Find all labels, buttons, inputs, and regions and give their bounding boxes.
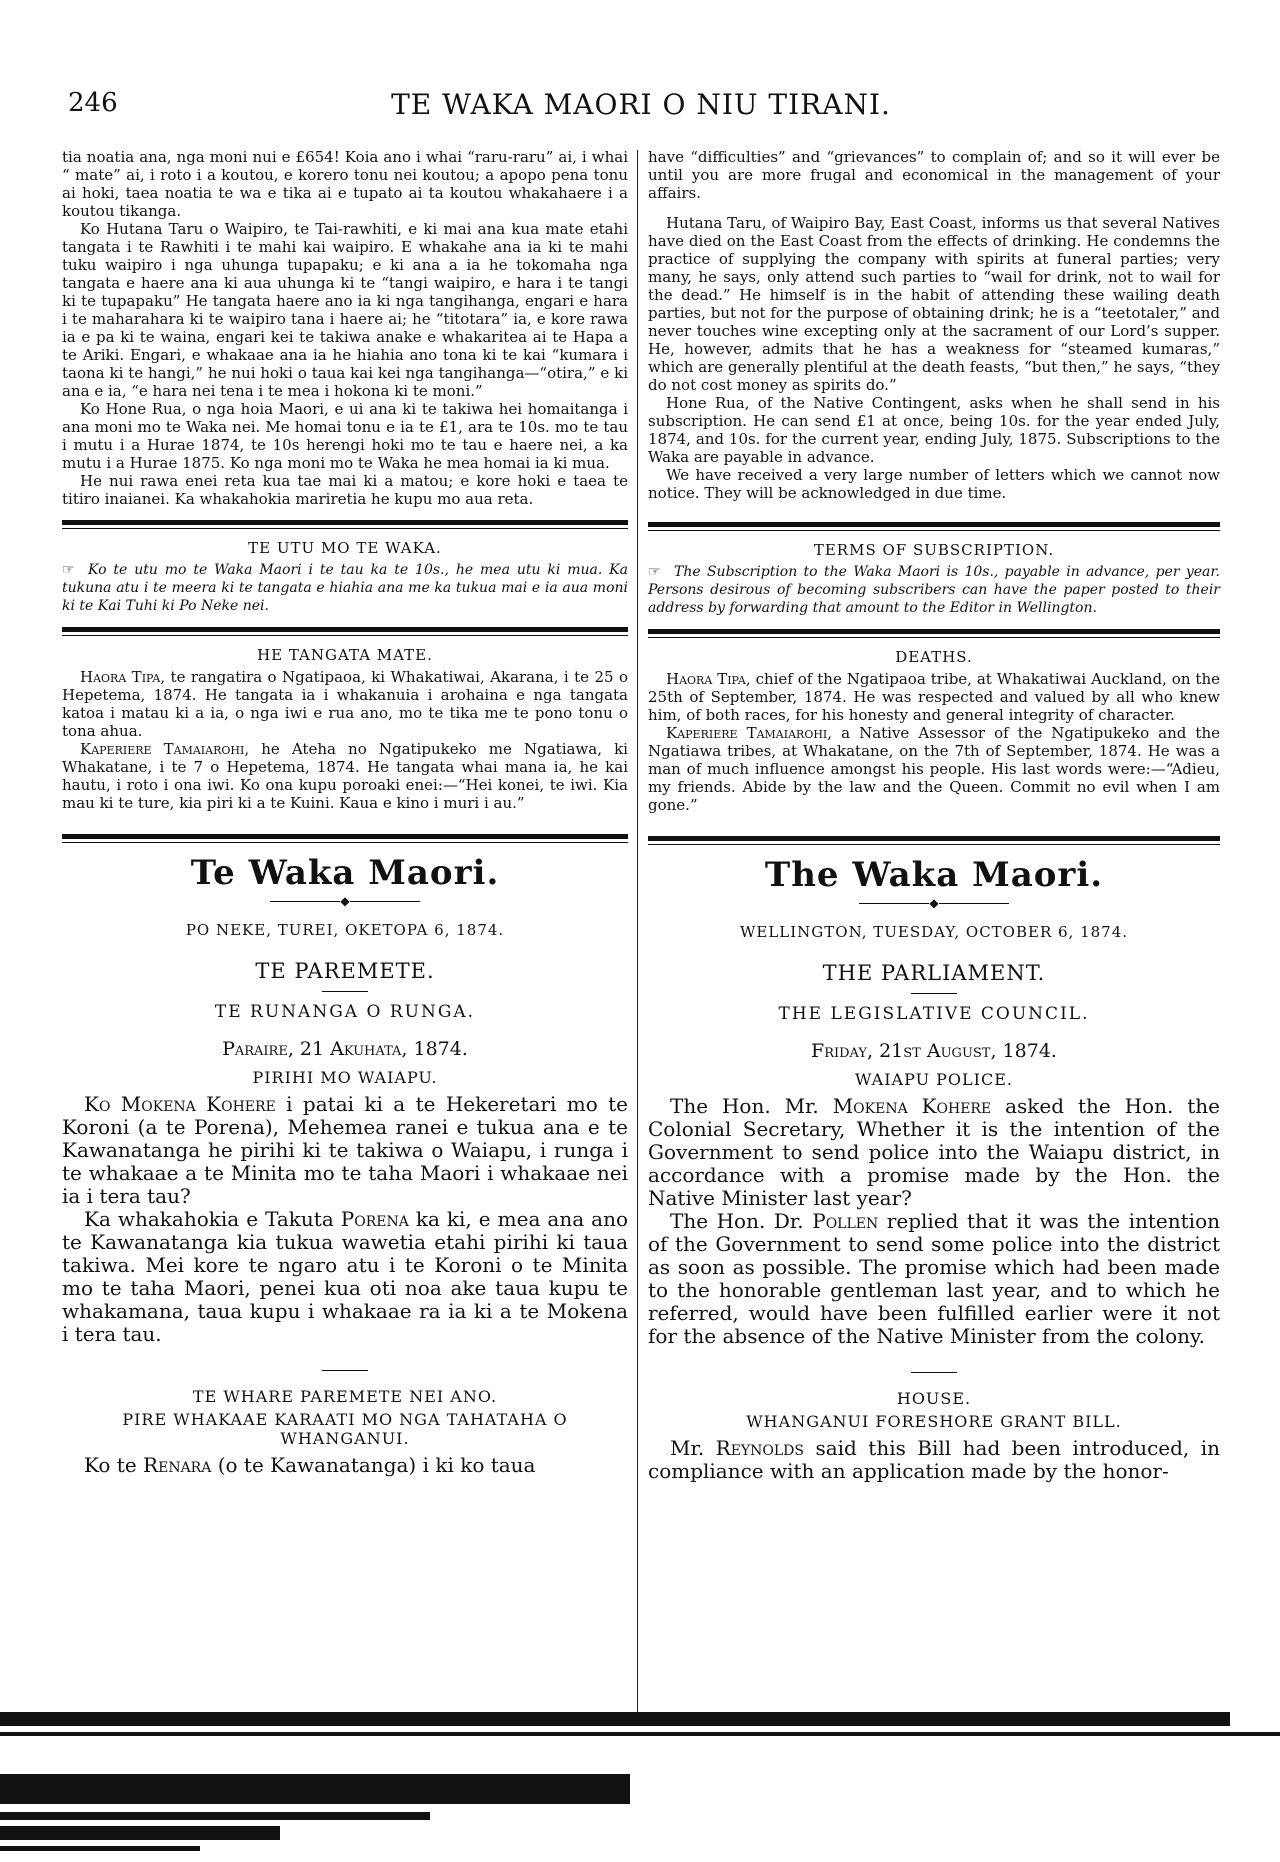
parliament-heading: THE PARLIAMENT. [822,961,1046,985]
session-date: Friday, 21st August, 1874. [811,1040,1057,1062]
obituary-text: , chief of the Ngatipaoa tribe, at Whakatiwai Auckland, on the 25th of September, 1874. He was respected and valued by all who knew him, of both races, for his honesty and general integrity of character. [648,670,1220,724]
topic-heading: PIRIHI MO WAIAPU. [252,1068,438,1087]
proceedings [648,1095,1220,1348]
scan-edge-artifacts [0,1712,1280,1862]
obituary-name: Kaperiere Tamaiarohi [666,724,828,742]
section-heading: TERMS OF SUBSCRIPTION. [813,541,1055,559]
diamond-rule: ◆ [62,895,628,907]
proceedings-paragraph [648,1437,1220,1483]
obituary-text: , a Native Assessor of the Ngatipukeko and the Ngatiawa tribes, at Whakatane, on the 7th of September, 1874. He was a man of much influence amongst his people. His last words were:—“Adieu, my friends. Abide by the law and the Queen. Commit no evil when I am gone.” [648,724,1220,814]
paper-masthead: Te Waka Maori. [190,853,500,893]
subscription-notice [648,563,1220,617]
article-paragraph: Ko Hutana Taru o Waipiro, te Tai-rawhiti, e ki mai ana kua mate etahi tangata i te Rawhiti i te mahi kai waipiro. E whakahe ana ia ki te mahi tuku waipiro i nga uhunga tupapaku; e ki ana a ia he tokomaha nga tangata e haere ana ki aua uhunga ki te “tangi waipiro, e hara i te tangi ki te tupapaku” He tangata haere ano ia ki nga tangihanga, engari e hara i te maharahara ki te waipiro tana i haere ai; he “titotara” ia, e kore rawa ia e pa ki te waina, engari kei te takiwa anake e whakaritea ai te Hapa a te Ariki. Engari, e whakaae ana ia he hiahia ano tona ki te kai “kumara i taona ki te hangi,” he nui hoki o taua kai kei nga tangihanga—“otira,” e ki ana e ia, “e hara nei tena i te mea i hokona ki te moni.” [62,220,628,400]
article-paragraph: Hone Rua, of the Native Contingent, asks when he shall send in his subscription. He can send £1 at once, being 10s. for the year ended July, 1874, and 10s. for the current year, ending July, 1875. Subscriptions to the Waka are payable in advance. [648,394,1220,466]
pointing-hand-icon: ☞ [648,564,661,580]
article-paragraph: Ko Hone Rua, o nga hoia Maori, e ui ana ki te takiwa hei homaitanga i ana moni mo te Waka nei. Me homai tonu e ia te £1, ara te 10s. mo te tau i mutu i a Hurae 1874, te 10s herengi hoki mo te tau e haere nei, a ka mutu i a Hurae 1875. Ko nga moni mo te Waka he mea homai ia ki mua. [62,400,628,472]
section-rule [648,629,1220,638]
page-title: TE WAKA MAORI O NIU TIRANI. [391,88,891,121]
article-paragraph: We have received a very large number of letters which we cannot now notice. They will be acknowledged in due time. [648,466,1220,502]
english-column [648,148,1220,1483]
session-date: Paraire, 21 Akuhata, 1874. [222,1038,468,1060]
section-heading: HE TANGATA MATE. [257,646,433,664]
notice-text: Ko te utu mo te Waka Maori i te tau ka te 10s., he mea utu ki mua. Ka tukuna atu i te meera ki te tangata e hiahia ana me ka tukua mai e ia aua moni ki te Kai Tuhi ki Po Neke nei. [62,562,628,614]
dateline: PO NEKE, TUREI, OKETOPA 6, 1874. [185,921,505,939]
bill-heading: PIRE WHAKAAE KARAATI MO NGA TAHATAHA O WHANGANUI. [122,1410,568,1448]
proceedings-text: asked the Hon. the Colonial Secretary, Whether it is the intention of the Government to send police into the Waiapu district, in accordance with a promise made by the Hon. the Native Minister last year? [648,1094,1220,1210]
proceedings-text: i patai ki a te Hekeretari mo te Koroni (a te Porena), Mehemea ranei e tukua ana e te Kawanatanga he pirihi ki te takiwa o Waiapu, i runga i te whakaae a te Minita mo te taha Maori i whakaae nei ia i tera tau? [62,1092,628,1208]
council-heading: TE RUNANGA O RUNGA. [214,1002,476,1022]
section-heading: TE UTU MO TE WAKA. [248,539,442,557]
speaker-name: Porena [340,1207,409,1231]
obituary-name: Haora Tipa [666,670,746,688]
proceedings-text: Mr. [670,1436,716,1460]
proceedings [62,1454,628,1477]
proceedings-text: ka ki, e mea ana ano te Kawanatanga kia tukua wawetia etahi pirihi ki taua takiwa. Mei kore te ngaro atu i te Koroni o te Minita mo te taha Maori, penei kua oti noa ake taua kupu te whakamana, taua kupu i whakaae ra ia ki a te Mokena i tera tau. [62,1207,628,1346]
parliament-heading: TE PAREMETE. [255,959,435,983]
article-paragraph: tia noatia ana, nga moni nui e £654! Koia ano i whai “raru-raru” ai, i whai “ mate” ai, i roto i a koutou, e korero tonu nei koutou; a apopo pena tonu ai hoki, taea noatia te wa e tika ai e tupato ai ta koutou whakahaere i a koutou tikanga. [62,148,628,220]
speaker-name: Mokena Kohere [832,1094,992,1118]
speaker-name: Pollen [812,1209,879,1233]
obituary [62,740,628,812]
article-paragraph: He nui rawa enei reta kua tae mai ki a matou; e kore hoki e taea te titiro inaianei. Ka whakahokia mariretia he kupu mo aua reta. [62,472,628,508]
newspaper-page [56,88,1226,132]
proceedings-paragraph [648,1095,1220,1210]
obituary-name: Kaperiere Tamaiarohi [80,740,245,758]
obituary [648,670,1220,724]
short-rule [322,991,368,992]
speaker-name: Reynolds [715,1436,805,1460]
section-rule [62,520,628,529]
proceedings-text: Ka whakahokia e Takuta [84,1207,341,1231]
maori-column [62,148,628,1477]
obituary-text: , te rangatira o Ngatipaoa, ki Whakatiwai, Akarana, i te 25 o Hepetema, 1874. He tangata ia i whakanuia i arohaina e nga tangata katoa i matau ki a ia, o nga iwi e rua ano, mo te tika me te pono tonu o tona ahua. [62,668,628,740]
proceedings-paragraph [62,1208,628,1346]
section-rule [62,834,628,843]
obituary [648,724,1220,814]
speaker-name: Ko Mokena Kohere [84,1092,276,1116]
speaker-name: Renara [143,1453,212,1477]
proceedings-paragraph [648,1210,1220,1348]
section-heading: DEATHS. [895,648,973,666]
proceedings-text: said this Bill had been introduced, in compliance with an application made by the honor- [648,1436,1220,1483]
proceedings [648,1437,1220,1483]
house-heading: HOUSE. [896,1389,972,1408]
article-paragraph: Hutana Taru, of Waipiro Bay, East Coast, informs us that several Natives have died on the East Coast from the effects of drinking. He condemns the practice of supplying the company with spirits at funeral parties; very many, he says, only attend such parties to “wail for drink, not to wail for the dead.” He himself is in the habit of attending these wailing death parties, but not for the purpose of obtaining drink; he is a “teetotaler,” and never touches wine excepting only at the sacrament of our Lord’s supper. He, however, admits that he has a weakness for “steamed kumaras,” which are generally plentiful at the death feasts, “but then,” he says, “they do not cost money as spirits do.” [648,214,1220,394]
obituary-text: , he Ateha no Ngatipukeko me Ngatiawa, ki Whakatane, i te 7 o Hepetema, 1874. He tangata whai mana ia, he kai hautu, i roto i ona iwi. Ko ona kupu poroaki enei:—“Hei konei, te iwi. Kia mau ki te ture, kia piri ki a te Kuini. Kaua e kino i muri i au.” [62,740,628,812]
pointing-hand-icon: ☞ [62,562,75,578]
section-rule [62,627,628,636]
article-paragraph: have “difficulties” and “grievances” to complain of; and so it will ever be until you are more frugal and economical in the management of your affairs. [648,148,1220,202]
proceedings-paragraph [62,1093,628,1208]
house-heading: TE WHARE PAREMETE NEI ANO. [192,1387,498,1406]
proceedings-text: (o te Kawanatanga) i ki ko taua [211,1453,536,1477]
dateline: WELLINGTON, TUESDAY, OCTOBER 6, 1874. [739,923,1129,941]
page-number: 246 [68,88,118,118]
council-heading: THE LEGISLATIVE COUNCIL. [778,1004,1090,1024]
topic-heading: WAIAPU POLICE. [855,1070,1013,1089]
page-header [56,88,1226,132]
proceedings-text: The Hon. Mr. [670,1094,833,1118]
section-rule [648,522,1220,531]
short-rule [911,1372,957,1373]
short-rule [322,1370,368,1371]
proceedings-text: replied that it was the intention of the Government to send some police into the district as soon as possible. The promise which had been made to the honorable gentleman last year, and to which he referred, would have been fulfilled earlier were it not for the absence of the Native Minister from the colony. [648,1209,1220,1348]
paper-masthead: The Waka Maori. [764,855,1104,895]
section-rule [648,836,1220,845]
diamond-rule: ◆ [648,897,1220,909]
short-rule [911,993,957,994]
proceedings-text: Ko te [84,1453,144,1477]
proceedings-paragraph [62,1454,628,1477]
obituary-name: Haora Tipa [80,668,161,686]
proceedings-text: The Hon. Dr. [670,1209,813,1233]
proceedings [62,1093,628,1346]
subscription-notice [62,561,628,615]
column-divider [637,150,638,1800]
notice-text: The Subscription to the Waka Maori is 10s., payable in advance, per year. Persons desirous of becoming subscribers can have the paper posted to their address by forwarding that amount to the Editor in Wellington. [648,564,1220,616]
obituary [62,668,628,740]
bill-heading: WHANGANUI FORESHORE GRANT BILL. [746,1412,1122,1431]
